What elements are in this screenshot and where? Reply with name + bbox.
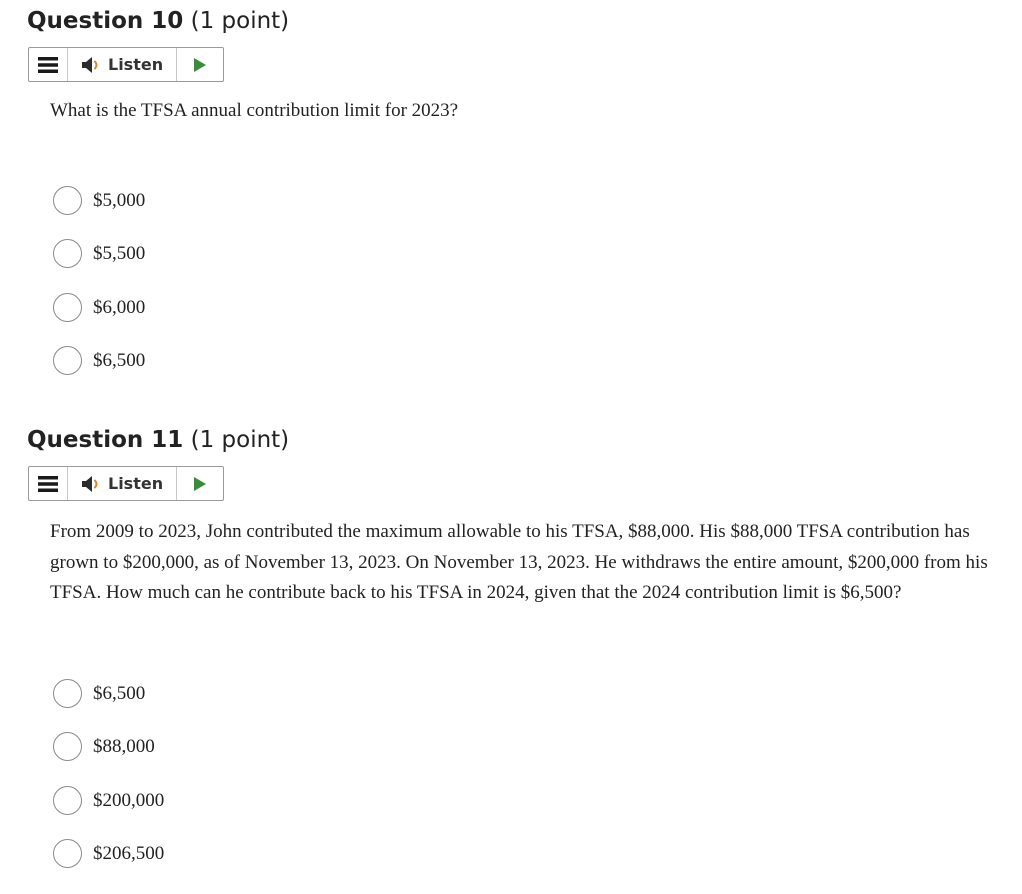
radio-button[interactable] <box>53 732 82 761</box>
question-title: Question 10 <box>27 8 184 34</box>
listen-menu-button[interactable] <box>29 467 67 500</box>
listen-label: Listen <box>108 55 164 74</box>
question-title: Question 11 <box>27 427 184 453</box>
option-label[interactable]: $5,500 <box>93 243 146 265</box>
play-button[interactable] <box>177 48 223 81</box>
radio-button[interactable] <box>53 293 82 322</box>
listen-toolbar <box>28 466 224 501</box>
radio-button[interactable] <box>53 839 82 868</box>
radio-button[interactable] <box>53 679 82 708</box>
option-label[interactable]: $206,500 <box>93 842 165 864</box>
radio-button[interactable] <box>53 186 82 215</box>
hamburger-menu-icon <box>38 57 58 73</box>
play-icon <box>193 57 207 73</box>
question-header <box>27 424 289 456</box>
question-text: From 2009 to 2023, John contributed the maximum allowable to his TFSA, $88,000. His $88,000 TFSA contribution has grown to $200,000, as of November 13, 2023. On November 13, 2023. He withdraws the entire amount, $200,000 from his TFSA. How much can he contribute back to his TFSA in 2024, given that the 2024 contribution limit is $6,500? <box>50 521 988 603</box>
radio-button[interactable] <box>53 346 82 375</box>
listen-toolbar <box>28 47 224 82</box>
hamburger-menu-icon <box>38 476 58 492</box>
option-label[interactable]: $88,000 <box>93 736 155 758</box>
listen-menu-button[interactable] <box>29 48 67 81</box>
listen-label: Listen <box>108 474 164 493</box>
radio-button[interactable] <box>53 786 82 815</box>
play-icon <box>193 476 207 492</box>
option-label[interactable]: $6,500 <box>93 349 146 371</box>
question-text: What is the TFSA annual contribution limit for 2023? <box>50 100 459 121</box>
speaker-icon <box>80 56 104 74</box>
option-label[interactable]: $200,000 <box>93 789 165 811</box>
option-label[interactable]: $6,500 <box>93 683 146 704</box>
play-button[interactable] <box>177 467 223 500</box>
option-label[interactable]: $5,000 <box>93 190 146 211</box>
question-header <box>27 5 289 37</box>
option-label[interactable]: $6,000 <box>93 296 146 318</box>
listen-button[interactable] <box>68 48 176 81</box>
speaker-icon <box>80 475 104 493</box>
question-points: (1 point) <box>190 8 290 34</box>
listen-button[interactable] <box>68 467 176 500</box>
question-points: (1 point) <box>190 427 290 453</box>
radio-button[interactable] <box>53 239 82 268</box>
